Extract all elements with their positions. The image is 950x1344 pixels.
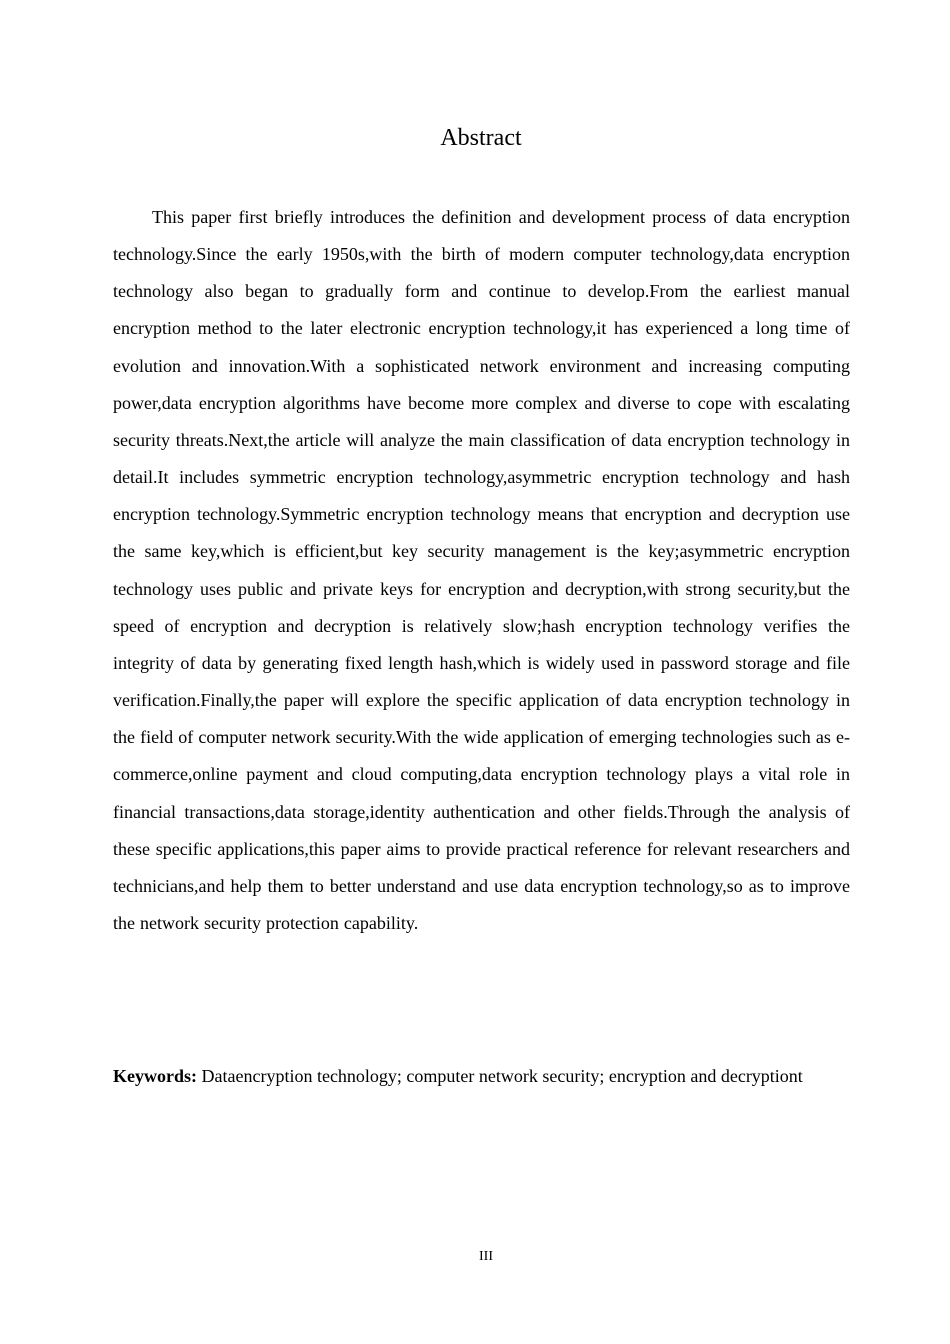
keywords-text: Dataencryption technology; computer network security; encryption and decryptiont xyxy=(197,1066,803,1086)
page-number: III xyxy=(479,1249,493,1264)
abstract-body: This paper first briefly introduces the definition and development process of data encryption technology.Since the early 1950s,with the birth of modern computer technology,data encryption technology also began to gradually form and continue to develop.From the earliest manual encryption method to the later electronic encryption technology,it has experienced a long time of evolution and innovation.With a sophisticated network environment and increasing computing power,data encryption algorithms have become more complex and diverse to cope with escalating security threats.Next,the article will analyze the main classification of data encryption technology in detail.It includes symmetric encryption technology,asymmetric encryption technology and hash encryption technology.Symmetric encryption technology means that encryption and decryption use the same key,which is efficient,but key security management is the key;asymmetric encryption technology uses public and private keys for encryption and decryption,with strong security,but the speed of encryption and decryption is relatively slow;hash encryption technology verifies the integrity of data by generating fixed length hash,which is widely used in password storage and file verification.Finally,the paper will explore the specific application of data encryption technology in the field of computer network security.With the wide application of emerging technologies such as e-commerce,online payment and cloud computing,data encryption technology plays a vital role in financial transactions,data storage,identity authentication and other fields.Through the analysis of these specific applications,this paper aims to provide practical reference for relevant researchers and technicians,and help them to better understand and use data encryption technology,so as to improve the network security protection capability. xyxy=(113,207,850,933)
abstract-title: Abstract xyxy=(440,125,522,151)
keywords-label: Keywords: xyxy=(113,1066,197,1086)
keywords-line xyxy=(113,1058,873,1095)
